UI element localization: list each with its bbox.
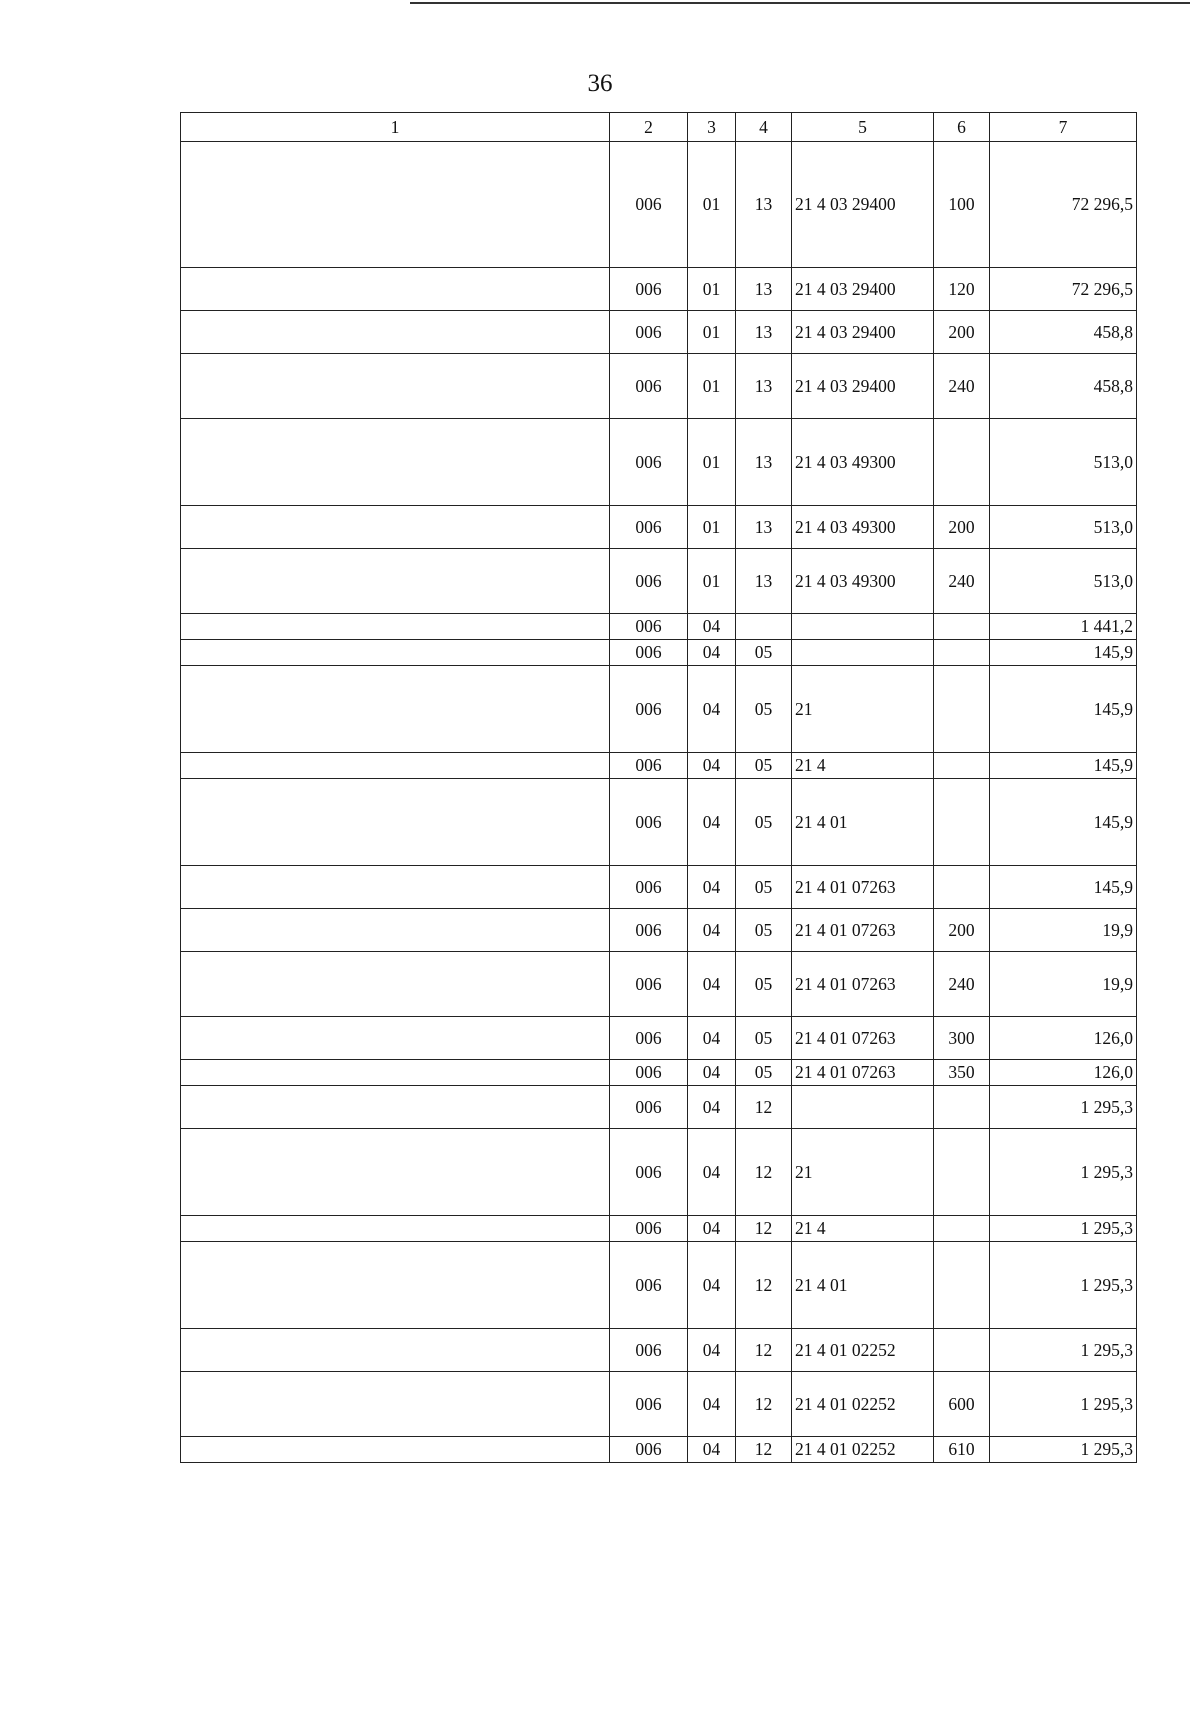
row-name-cell	[181, 1372, 610, 1437]
row-vr-cell: 300	[934, 1017, 990, 1060]
row-name-cell	[181, 614, 610, 640]
row-pr-cell: 05	[736, 952, 792, 1017]
row-ved-cell: 006	[610, 419, 688, 506]
row-ved-cell: 006	[610, 779, 688, 866]
row-sum-cell: 1 295,3	[990, 1216, 1137, 1242]
row-name-cell	[181, 909, 610, 952]
row-ved-cell: 006	[610, 311, 688, 354]
row-name-cell	[181, 1129, 610, 1216]
row-vr-cell	[934, 614, 990, 640]
row-ved-cell: 006	[610, 1372, 688, 1437]
row-vr-cell: 200	[934, 506, 990, 549]
row-rz-cell: 04	[688, 1017, 736, 1060]
row-csr-cell: 21 4 01	[792, 779, 934, 866]
row-rz-cell: 04	[688, 640, 736, 666]
row-sum-cell: 1 295,3	[990, 1437, 1137, 1463]
table-row	[181, 506, 1137, 549]
row-ved-cell: 006	[610, 640, 688, 666]
row-vr-cell	[934, 1216, 990, 1242]
row-name-cell	[181, 640, 610, 666]
table-row	[181, 866, 1137, 909]
row-pr-cell: 05	[736, 866, 792, 909]
table-body	[181, 142, 1137, 1463]
table-header-row	[181, 113, 1137, 142]
table-row	[181, 909, 1137, 952]
row-name-cell	[181, 952, 610, 1017]
top-border-line	[410, 2, 1190, 4]
row-pr-cell: 12	[736, 1216, 792, 1242]
row-rz-cell: 04	[688, 753, 736, 779]
row-vr-cell: 100	[934, 142, 990, 268]
row-rz-cell: 04	[688, 1060, 736, 1086]
row-name-cell	[181, 1216, 610, 1242]
row-vr-cell	[934, 779, 990, 866]
row-sum-cell: 126,0	[990, 1060, 1137, 1086]
row-sum-cell: 1 295,3	[990, 1329, 1137, 1372]
row-sum-cell: 513,0	[990, 419, 1137, 506]
row-sum-cell: 126,0	[990, 1017, 1137, 1060]
row-ved-cell: 006	[610, 1086, 688, 1129]
row-rz-cell: 04	[688, 909, 736, 952]
row-sum-cell: 72 296,5	[990, 268, 1137, 311]
row-csr-cell: 21 4 01 07263	[792, 909, 934, 952]
table-row	[181, 311, 1137, 354]
budget-table	[180, 112, 1137, 1463]
row-csr-cell: 21 4 03 29400	[792, 142, 934, 268]
row-vr-cell: 600	[934, 1372, 990, 1437]
row-vr-cell: 240	[934, 952, 990, 1017]
table-row	[181, 779, 1137, 866]
row-pr-cell: 12	[736, 1437, 792, 1463]
row-vr-cell	[934, 666, 990, 753]
row-ved-cell: 006	[610, 753, 688, 779]
row-rz-cell: 04	[688, 666, 736, 753]
row-pr-cell: 12	[736, 1086, 792, 1129]
row-ved-cell: 006	[610, 866, 688, 909]
table-row	[181, 1216, 1137, 1242]
row-pr-cell: 13	[736, 142, 792, 268]
row-ved-cell: 006	[610, 1060, 688, 1086]
row-rz-cell: 04	[688, 779, 736, 866]
row-name-cell	[181, 419, 610, 506]
header-cell-ved: 2	[610, 113, 688, 142]
row-csr-cell: 21 4 01 02252	[792, 1329, 934, 1372]
row-ved-cell: 006	[610, 1329, 688, 1372]
row-sum-cell: 1 295,3	[990, 1129, 1137, 1216]
row-pr-cell: 05	[736, 1017, 792, 1060]
row-ved-cell: 006	[610, 1242, 688, 1329]
table-row	[181, 549, 1137, 614]
row-ved-cell: 006	[610, 1216, 688, 1242]
table-row	[181, 1242, 1137, 1329]
table-row	[181, 1372, 1137, 1437]
row-pr-cell: 05	[736, 1060, 792, 1086]
row-pr-cell: 05	[736, 640, 792, 666]
row-sum-cell: 458,8	[990, 354, 1137, 419]
row-sum-cell: 513,0	[990, 506, 1137, 549]
row-ved-cell: 006	[610, 1017, 688, 1060]
row-name-cell	[181, 753, 610, 779]
row-vr-cell: 200	[934, 311, 990, 354]
row-vr-cell: 240	[934, 549, 990, 614]
row-name-cell	[181, 354, 610, 419]
row-rz-cell: 01	[688, 354, 736, 419]
row-csr-cell: 21 4	[792, 1216, 934, 1242]
row-pr-cell: 05	[736, 753, 792, 779]
row-rz-cell: 04	[688, 1242, 736, 1329]
row-name-cell	[181, 1437, 610, 1463]
row-sum-cell: 513,0	[990, 549, 1137, 614]
row-ved-cell: 006	[610, 1129, 688, 1216]
row-sum-cell: 145,9	[990, 753, 1137, 779]
row-csr-cell: 21 4 03 29400	[792, 268, 934, 311]
row-csr-cell: 21 4 01 07263	[792, 866, 934, 909]
row-csr-cell: 21 4 01 07263	[792, 1060, 934, 1086]
row-pr-cell: 13	[736, 268, 792, 311]
row-pr-cell: 05	[736, 779, 792, 866]
row-rz-cell: 04	[688, 1216, 736, 1242]
row-vr-cell	[934, 1329, 990, 1372]
row-rz-cell: 04	[688, 1086, 736, 1129]
header-cell-name: 1	[181, 113, 610, 142]
row-name-cell	[181, 268, 610, 311]
row-name-cell	[181, 142, 610, 268]
row-pr-cell: 13	[736, 419, 792, 506]
row-csr-cell: 21 4 01	[792, 1242, 934, 1329]
row-pr-cell: 13	[736, 311, 792, 354]
row-vr-cell: 120	[934, 268, 990, 311]
row-ved-cell: 006	[610, 354, 688, 419]
row-vr-cell: 200	[934, 909, 990, 952]
row-sum-cell: 145,9	[990, 640, 1137, 666]
row-csr-cell: 21 4 01 07263	[792, 952, 934, 1017]
row-sum-cell: 19,9	[990, 909, 1137, 952]
row-pr-cell: 13	[736, 354, 792, 419]
row-sum-cell: 19,9	[990, 952, 1137, 1017]
table-row	[181, 1086, 1137, 1129]
row-rz-cell: 01	[688, 419, 736, 506]
table-row	[181, 666, 1137, 753]
header-cell-rz: 3	[688, 113, 736, 142]
row-rz-cell: 01	[688, 311, 736, 354]
row-csr-cell: 21 4	[792, 753, 934, 779]
row-vr-cell	[934, 1129, 990, 1216]
table-row	[181, 1329, 1137, 1372]
row-rz-cell: 04	[688, 866, 736, 909]
row-vr-cell	[934, 753, 990, 779]
row-csr-cell: 21 4 01 02252	[792, 1437, 934, 1463]
row-csr-cell: 21 4 03 29400	[792, 354, 934, 419]
row-rz-cell: 04	[688, 952, 736, 1017]
row-name-cell	[181, 666, 610, 753]
page-number: 36	[587, 70, 613, 97]
row-rz-cell: 01	[688, 268, 736, 311]
row-pr-cell: 13	[736, 506, 792, 549]
row-name-cell	[181, 1329, 610, 1372]
row-sum-cell: 145,9	[990, 666, 1137, 753]
table-row	[181, 753, 1137, 779]
row-sum-cell: 145,9	[990, 779, 1137, 866]
row-rz-cell: 01	[688, 549, 736, 614]
row-vr-cell	[934, 866, 990, 909]
row-pr-cell: 12	[736, 1129, 792, 1216]
row-pr-cell: 12	[736, 1372, 792, 1437]
row-pr-cell: 13	[736, 549, 792, 614]
row-csr-cell	[792, 1086, 934, 1129]
table-row	[181, 640, 1137, 666]
row-name-cell	[181, 779, 610, 866]
row-rz-cell: 04	[688, 1372, 736, 1437]
row-vr-cell: 240	[934, 354, 990, 419]
row-vr-cell	[934, 640, 990, 666]
header-cell-pr: 4	[736, 113, 792, 142]
row-name-cell	[181, 549, 610, 614]
row-csr-cell	[792, 614, 934, 640]
row-csr-cell: 21 4 03 49300	[792, 506, 934, 549]
row-sum-cell: 1 441,2	[990, 614, 1137, 640]
row-ved-cell: 006	[610, 142, 688, 268]
table-row	[181, 1129, 1137, 1216]
row-ved-cell: 006	[610, 666, 688, 753]
row-name-cell	[181, 506, 610, 549]
row-rz-cell: 04	[688, 614, 736, 640]
row-vr-cell	[934, 1242, 990, 1329]
row-sum-cell: 145,9	[990, 866, 1137, 909]
row-rz-cell: 01	[688, 506, 736, 549]
row-name-cell	[181, 866, 610, 909]
row-pr-cell: 05	[736, 909, 792, 952]
row-ved-cell: 006	[610, 549, 688, 614]
row-rz-cell: 04	[688, 1437, 736, 1463]
row-pr-cell	[736, 614, 792, 640]
table-row	[181, 1437, 1137, 1463]
row-sum-cell: 1 295,3	[990, 1372, 1137, 1437]
row-sum-cell: 1 295,3	[990, 1086, 1137, 1129]
row-ved-cell: 006	[610, 1437, 688, 1463]
row-sum-cell: 1 295,3	[990, 1242, 1137, 1329]
row-pr-cell: 12	[736, 1242, 792, 1329]
row-pr-cell: 12	[736, 1329, 792, 1372]
row-pr-cell: 05	[736, 666, 792, 753]
row-csr-cell: 21 4 03 29400	[792, 311, 934, 354]
row-vr-cell	[934, 419, 990, 506]
row-sum-cell: 72 296,5	[990, 142, 1137, 268]
row-ved-cell: 006	[610, 614, 688, 640]
row-name-cell	[181, 1086, 610, 1129]
row-name-cell	[181, 1017, 610, 1060]
row-csr-cell: 21 4 01 07263	[792, 1017, 934, 1060]
row-rz-cell: 01	[688, 142, 736, 268]
table-row	[181, 354, 1137, 419]
row-csr-cell: 21 4 03 49300	[792, 549, 934, 614]
row-ved-cell: 006	[610, 506, 688, 549]
row-ved-cell: 006	[610, 268, 688, 311]
row-csr-cell: 21 4 01 02252	[792, 1372, 934, 1437]
row-rz-cell: 04	[688, 1329, 736, 1372]
row-ved-cell: 006	[610, 952, 688, 1017]
row-vr-cell: 350	[934, 1060, 990, 1086]
row-sum-cell: 458,8	[990, 311, 1137, 354]
row-name-cell	[181, 1242, 610, 1329]
table-row	[181, 142, 1137, 268]
table-row	[181, 614, 1137, 640]
row-name-cell	[181, 1060, 610, 1086]
row-csr-cell: 21	[792, 1129, 934, 1216]
table-row	[181, 419, 1137, 506]
header-cell-vr: 6	[934, 113, 990, 142]
header-cell-csr: 5	[792, 113, 934, 142]
row-rz-cell: 04	[688, 1129, 736, 1216]
table-row	[181, 952, 1137, 1017]
row-csr-cell	[792, 640, 934, 666]
table-row	[181, 268, 1137, 311]
table-row	[181, 1060, 1137, 1086]
row-name-cell	[181, 311, 610, 354]
header-cell-sum: 7	[990, 113, 1137, 142]
row-vr-cell	[934, 1086, 990, 1129]
row-csr-cell: 21	[792, 666, 934, 753]
row-vr-cell: 610	[934, 1437, 990, 1463]
row-csr-cell: 21 4 03 49300	[792, 419, 934, 506]
table-row	[181, 1017, 1137, 1060]
row-ved-cell: 006	[610, 909, 688, 952]
